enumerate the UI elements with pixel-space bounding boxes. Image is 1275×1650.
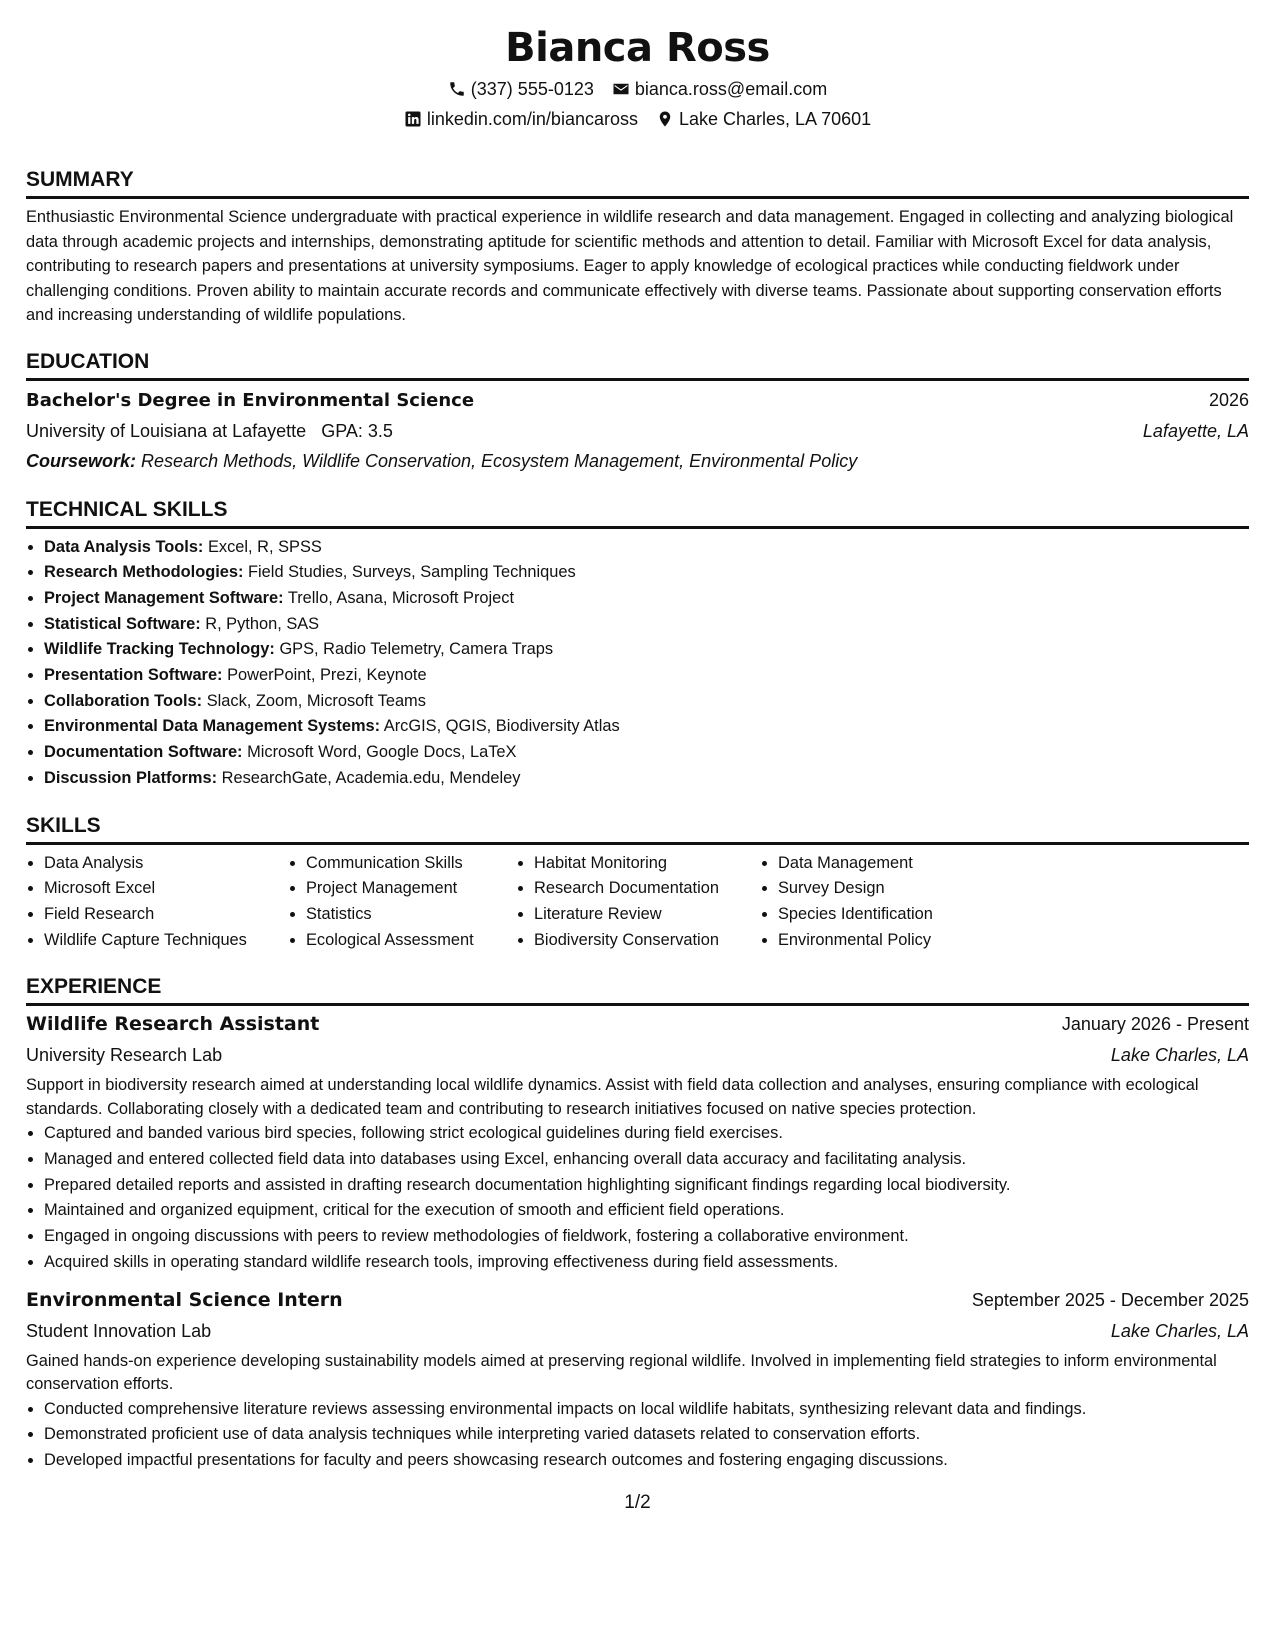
job-entry-2 — [26, 1284, 1249, 1474]
technical-skills-heading: TECHNICAL SKILLS — [26, 488, 1249, 529]
education-row-2 — [26, 416, 1249, 446]
graduation-year: 2026 — [1208, 389, 1249, 410]
linkedin-contact[interactable] — [404, 104, 638, 134]
job-description: Support in biodiversity research aimed at understanding local wildlife dynamics. Assist with field data collection and analyses, ensuring compliance with ecological standards. Collaborating closely with a dedicated team and contributing to research initiatives focused on native species protection. — [26, 1076, 1199, 1118]
school-line — [26, 416, 393, 446]
skills-grid — [26, 851, 1249, 954]
skill-value: ArcGIS, QGIS, Biodiversity Atlas — [383, 717, 620, 736]
school-name: University of Louisiana at Lafayette — [26, 420, 307, 441]
skill-label: Documentation Software: — [44, 743, 243, 762]
email-contact[interactable] — [612, 74, 827, 104]
resume-header — [26, 0, 1249, 134]
list-item: • Survey Design — [778, 876, 1060, 902]
list-item — [44, 714, 1249, 740]
list-item — [44, 766, 1249, 792]
list-item: • Data Management — [778, 851, 1060, 877]
coursework-list: Research Methods, Wildlife Conservation, Ecosystem Management, Environmental Policy — [141, 450, 858, 471]
list-item: • Communication Skills — [306, 851, 516, 877]
job-bullets — [26, 1397, 1249, 1474]
contact-row-1 — [26, 74, 1249, 104]
coursework-line — [26, 446, 1249, 476]
skill-label: Presentation Software: — [44, 666, 223, 685]
job-title: Environmental Science Intern — [26, 1288, 343, 1311]
summary-text: Enthusiastic Environmental Science undergraduate with practical experience in wildlife research and data management. Engaged in collecting and analyzing biological data through academic projects and internships, demonstrating aptitude for scientific methods and attention to detail. Familiar with Microsoft Excel for data analysis, contributing to research papers and presentations at university symposiums. Eager to apply knowledge of ecological practices while conducting fieldwork under challenging conditions. Proven ability to maintain accurate records and communicate effectively with diverse teams. Passionate about supporting conservation efforts and increasing understanding of wildlife populations. — [26, 208, 1234, 324]
phone-contact — [448, 74, 594, 104]
job-description: Gained hands-on experience developing sustainability models aimed at preserving regional wildlife. Involved in implementing field strategies to inform environmental conservation efforts. — [26, 1351, 1217, 1394]
list-item: • Habitat Monitoring — [534, 851, 760, 877]
list-item: • Biodiversity Conservation — [534, 928, 760, 954]
job-organization: University Research Lab — [26, 1045, 223, 1066]
school-location: Lafayette, LA — [1142, 420, 1249, 441]
list-item: • Acquired skills in operating standard wildlife research tools, improving effectiveness during field assessments. — [44, 1250, 1249, 1276]
job-org-row — [26, 1316, 1249, 1346]
skill-value: GPS, Radio Telemetry, Camera Traps — [279, 640, 554, 659]
email-text[interactable]: bianca.ross@email.com — [634, 79, 828, 99]
list-item: • Research Documentation — [534, 876, 760, 902]
skill-value: Slack, Zoom, Microsoft Teams — [206, 691, 426, 710]
list-item — [44, 560, 1249, 586]
skill-label: Discussion Platforms: — [44, 768, 218, 787]
skill-value: R, Python, SAS — [205, 614, 320, 633]
experience-heading: EXPERIENCE — [26, 965, 1249, 1006]
list-item: • Wildlife Capture Techniques — [44, 928, 288, 954]
list-item: • Statistics — [306, 902, 516, 928]
skills-column-4 — [760, 851, 1060, 954]
list-item: • Developed impactful presentations for faculty and peers showcasing research outcomes and fostering engaging discussions. — [44, 1448, 1249, 1474]
phone-icon — [448, 80, 466, 98]
list-item: • Environmental Policy — [778, 928, 1060, 954]
skills-heading: SKILLS — [26, 804, 1249, 845]
list-item — [44, 586, 1249, 612]
list-item: • Captured and banded various bird species, following strict ecological guidelines during field exercises. — [44, 1121, 1249, 1147]
education-section — [26, 340, 1249, 476]
skill-label: Statistical Software: — [44, 614, 201, 633]
map-pin-icon — [656, 110, 674, 128]
list-item — [44, 740, 1249, 766]
candidate-name: Bianca Ross — [505, 25, 770, 71]
job-location: Lake Charles, LA — [1110, 1045, 1249, 1066]
skill-label: Environmental Data Management Systems: — [44, 717, 381, 736]
list-item: • Microsoft Excel — [44, 876, 288, 902]
skill-label: Wildlife Tracking Technology: — [44, 640, 275, 659]
location-text: Lake Charles, LA 70601 — [678, 109, 872, 129]
education-heading: EDUCATION — [26, 340, 1249, 381]
job-title-row — [26, 1008, 1249, 1040]
technical-skills-list — [26, 535, 1249, 792]
list-item: • Species Identification — [778, 902, 1060, 928]
contact-row-2 — [26, 104, 1249, 134]
job-entry-1 — [26, 1008, 1249, 1275]
skill-label: Research Methodologies: — [44, 563, 244, 582]
job-title-row — [26, 1284, 1249, 1316]
list-item: • Engaged in ongoing discussions with peers to review methodologies of fieldwork, fostering a collaborative environment. — [44, 1224, 1249, 1250]
list-item: • Maintained and organized equipment, critical for the execution of smooth and efficient field operations. — [44, 1198, 1249, 1224]
list-item: • Field Research — [44, 902, 288, 928]
skills-column-3 — [516, 851, 760, 954]
list-item — [44, 535, 1249, 561]
skill-label: Project Management Software: — [44, 588, 284, 607]
list-item: • Managed and entered collected field data into databases using Excel, enhancing overall data accuracy and facilitating analysis. — [44, 1147, 1249, 1173]
job-dates: September 2025 - December 2025 — [971, 1289, 1249, 1310]
skill-value: Trello, Asana, Microsoft Project — [287, 588, 515, 607]
skill-value: PowerPoint, Prezi, Keynote — [227, 666, 427, 685]
list-item — [44, 612, 1249, 638]
experience-section — [26, 965, 1249, 1473]
gpa: GPA: 3.5 — [321, 420, 393, 441]
list-item: • Ecological Assessment — [306, 928, 516, 954]
summary-section — [26, 158, 1249, 328]
job-dates: January 2026 - Present — [1061, 1014, 1249, 1035]
job-org-row — [26, 1040, 1249, 1070]
list-item: • Conducted comprehensive literature reviews assessing environmental impacts on local wildlife habitats, synthesizing relevant data and findings. — [44, 1397, 1249, 1423]
list-item: • Demonstrated proficient use of data analysis techniques while interpreting varied datasets related to conservation efforts. — [44, 1422, 1249, 1448]
skills-column-1 — [26, 851, 288, 954]
skill-value: Microsoft Word, Google Docs, LaTeX — [247, 743, 517, 762]
list-item: • Prepared detailed reports and assisted in drafting research documentation highlighting significant findings regarding local biodiversity. — [44, 1173, 1249, 1199]
skill-value: Field Studies, Surveys, Sampling Techniques — [248, 563, 576, 582]
summary-heading: SUMMARY — [26, 158, 1249, 199]
skill-value: ResearchGate, Academia.edu, Mendeley — [221, 768, 521, 787]
degree-title: Bachelor's Degree in Environmental Science — [26, 389, 475, 411]
skills-section — [26, 804, 1249, 954]
coursework-label: Coursework: — [26, 450, 137, 471]
envelope-icon — [612, 80, 630, 98]
job-organization: Student Innovation Lab — [26, 1320, 212, 1341]
list-item — [44, 689, 1249, 715]
skills-column-2 — [288, 851, 516, 954]
location-contact — [656, 104, 871, 134]
skill-value: Excel, R, SPSS — [207, 537, 322, 556]
list-item — [44, 663, 1249, 689]
phone-text: (337) 555-0123 — [470, 79, 594, 99]
technical-skills-section — [26, 488, 1249, 792]
job-bullets — [26, 1121, 1249, 1275]
linkedin-icon — [404, 110, 422, 128]
list-item: • Literature Review — [534, 902, 760, 928]
list-item — [44, 637, 1249, 663]
job-title: Wildlife Research Assistant — [26, 1013, 320, 1036]
page-number: 1/2 — [624, 1492, 651, 1513]
linkedin-text[interactable]: linkedin.com/in/biancaross — [426, 109, 638, 129]
list-item: • Project Management — [306, 876, 516, 902]
skill-label: Data Analysis Tools: — [44, 537, 204, 556]
skill-label: Collaboration Tools: — [44, 691, 203, 710]
job-location: Lake Charles, LA — [1110, 1320, 1249, 1341]
list-item: • Data Analysis — [44, 851, 288, 877]
education-row-1 — [26, 385, 1249, 416]
